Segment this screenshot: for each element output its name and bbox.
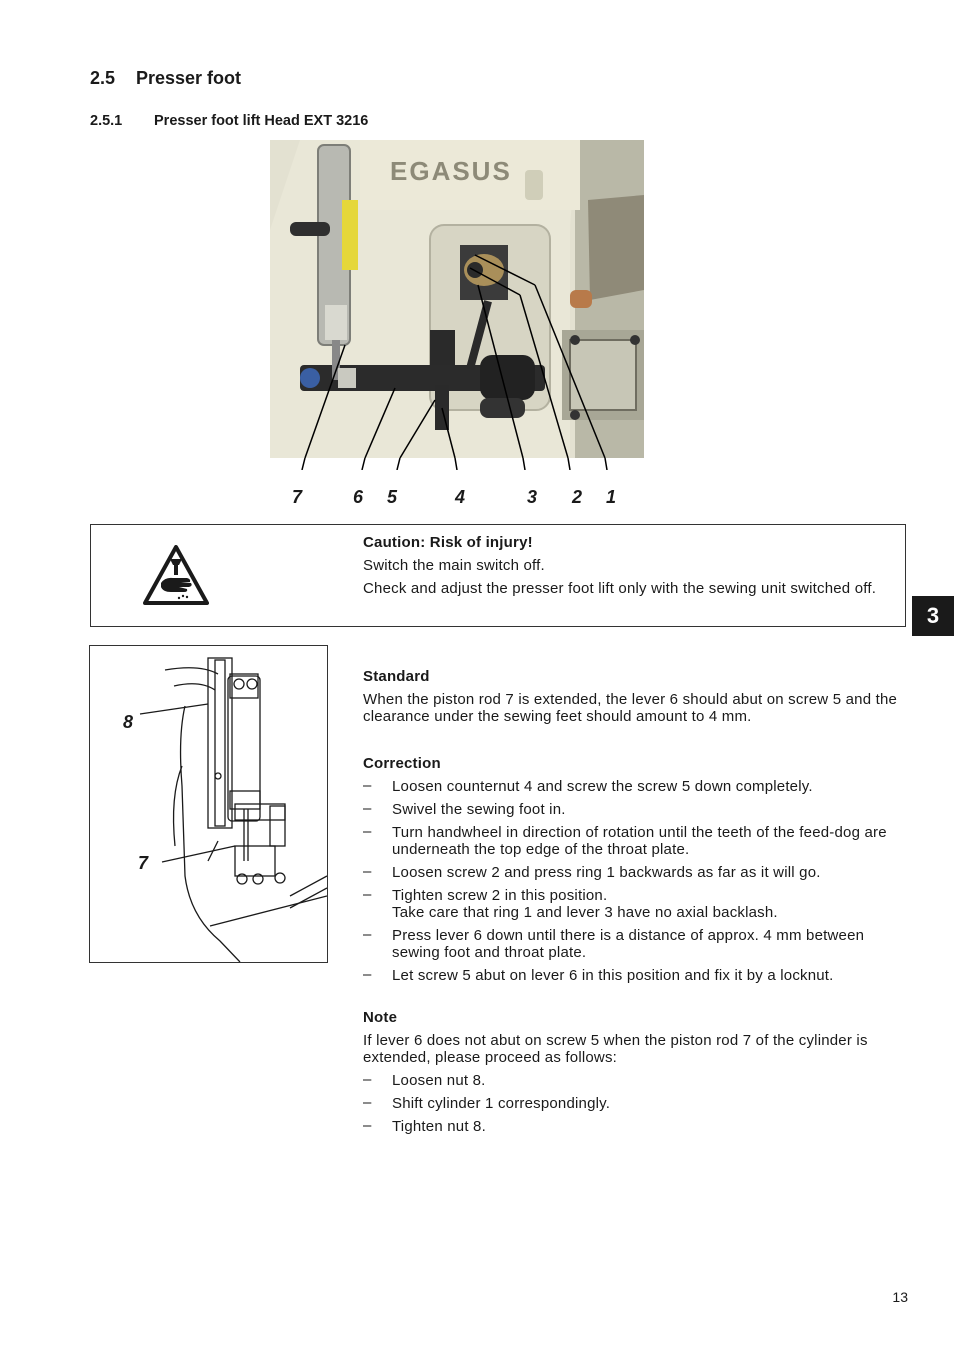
bullet-dash: – <box>363 1094 372 1111</box>
bullet-dash: – <box>363 966 372 983</box>
page-number: 13 <box>892 1289 908 1305</box>
list-item: – Loosen nut 8. <box>363 1071 486 1089</box>
list-item: – Tighten nut 8. <box>363 1117 486 1135</box>
callout-number: 6 <box>353 487 364 507</box>
section-title: Presser foot <box>136 68 242 88</box>
instructions <box>363 668 908 1141</box>
cylinder-line-drawing <box>90 646 327 962</box>
chapter-tab: 3 <box>912 596 954 636</box>
subsection-number: 2.5.1 <box>90 113 123 129</box>
list-item: – Loosen screw 2 and press ring 1 backwards as far as it will go. <box>363 863 821 881</box>
callout-number: 7 <box>292 487 303 507</box>
list-item: – Loosen counternut 4 and screw the screw 5 down completely. <box>363 777 813 795</box>
list-item: – Let screw 5 abut on lever 6 in this position and fix it by a locknut. <box>363 966 834 984</box>
bullet-dash: – <box>363 823 372 840</box>
callout-number: 4 <box>455 487 466 507</box>
correction-heading: Correction <box>363 755 441 772</box>
drawing-label: 7 <box>138 853 149 873</box>
list-item: – Shift cylinder 1 correspondingly. <box>363 1094 611 1112</box>
photo-brand-text: EGASUS <box>390 156 512 186</box>
section-number: 2.5 <box>90 68 116 88</box>
caution-title: Caution: Risk of injury! <box>363 534 533 551</box>
callout-number: 1 <box>606 487 617 507</box>
bullet-dash: – <box>363 886 372 903</box>
section-heading <box>90 68 241 89</box>
list-item: – Turn handwheel in direction of rotation until the teeth of the feed-dog are underneath the top edge of the throat plate. <box>363 823 887 858</box>
callout-number: 2 <box>572 487 583 507</box>
list-item: – Tighten screw 2 in this position. Take care that ring 1 and lever 3 have no axial backlash. <box>363 886 778 921</box>
bullet-dash: – <box>363 1071 372 1088</box>
bullet-dash: – <box>363 863 372 880</box>
drawing-label: 8 <box>123 712 134 732</box>
standard-heading: Standard <box>363 668 430 685</box>
caution-box <box>90 524 906 627</box>
note-list <box>363 1072 908 1135</box>
bullet-dash: – <box>363 800 372 817</box>
subsection-heading <box>90 113 368 129</box>
list-item: – Swivel the sewing foot in. <box>363 800 566 818</box>
standard-text: When the piston rod 7 is extended, the lever 6 should abut on screw 5 and the clearance under the sewing feet should amount to 4 mm. <box>363 691 898 725</box>
hand-injury-warning-icon <box>143 545 209 605</box>
bullet-dash: – <box>363 1117 372 1134</box>
cylinder-drawing <box>89 645 328 963</box>
note-heading: Note <box>363 1009 398 1026</box>
list-item: – Press lever 6 down until there is a distance of approx. 4 mm between sewing foot and throat plate. <box>363 926 865 961</box>
callout-number: 3 <box>527 487 538 507</box>
machine-photo <box>270 140 644 458</box>
callout-leaders <box>270 458 644 470</box>
caution-line: Check and adjust the presser foot lift only with the sewing unit switched off. <box>363 580 877 597</box>
note-text: If lever 6 does not abut on screw 5 when the piston rod 7 of the cylinder is extended, please proceed as follows: <box>363 1032 868 1066</box>
correction-list <box>363 778 908 984</box>
bullet-dash: – <box>363 926 372 943</box>
bullet-dash: – <box>363 777 372 794</box>
callout-number: 5 <box>387 487 398 507</box>
caution-line: Switch the main switch off. <box>363 557 545 574</box>
subsection-title: Presser foot lift Head EXT 3216 <box>154 113 369 129</box>
